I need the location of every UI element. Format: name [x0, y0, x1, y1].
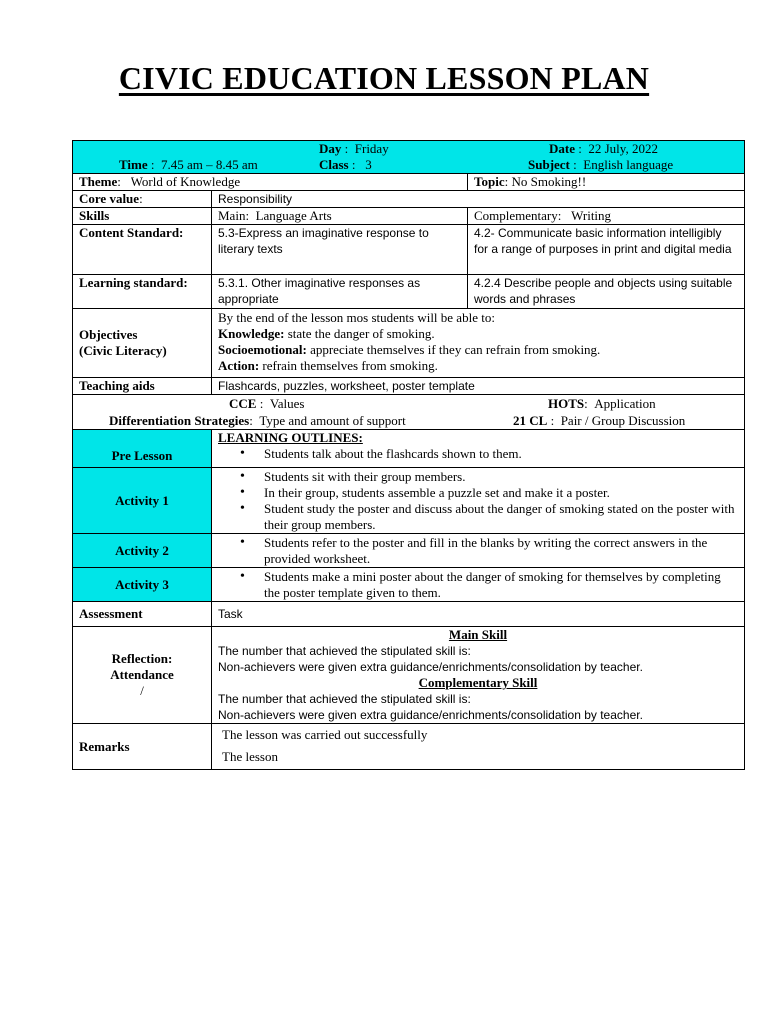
activity-3-row	[73, 568, 745, 602]
learning-standard-label: Learning standard:	[73, 275, 212, 309]
activity-2-label: Activity 2	[73, 534, 212, 568]
skills-label: Skills	[73, 208, 212, 225]
activity-3-label: Activity 3	[73, 568, 212, 602]
subject-value: English language	[583, 157, 674, 172]
class-value: 3	[365, 157, 372, 172]
list-item: • Student study the poster and discuss about the danger of smoking stated on the poster with their group members.	[264, 501, 738, 533]
remarks-row	[73, 724, 745, 770]
learning-standard-comp: 4.2.4 Describe people and objects using suitable words and phrases	[468, 275, 745, 309]
skills-comp-label: Complementary:	[474, 208, 562, 223]
cce-field: CCE : Values	[229, 396, 310, 412]
learning-standard-row	[73, 275, 745, 309]
theme-row	[73, 174, 745, 191]
hots-field: HOTS: Application	[548, 396, 660, 412]
objectives-cell	[212, 309, 745, 378]
content-standard-row	[73, 225, 745, 275]
pre-lesson-row	[73, 430, 745, 468]
civic-literacy-label: (Civic Literacy)	[79, 343, 167, 358]
list-item: • Students sit with their group members.	[264, 469, 738, 485]
remarks-cell	[212, 724, 745, 770]
socioemotional-text: appreciate themselves if they can refrain from smoking.	[310, 342, 601, 357]
date-field: Date : 22 July, 2022	[549, 141, 658, 156]
main-skill-line-1: The number that achieved the stipulated skill is:	[218, 644, 471, 658]
objectives-label: Objectives	[79, 327, 138, 342]
cce-cell	[73, 395, 745, 430]
reflection-label-cell	[73, 627, 212, 724]
theme-cell: Theme: World of Knowledge	[73, 174, 468, 191]
content-standard-main: 5.3-Express an imaginative response to literary texts	[212, 225, 468, 275]
hots-label: HOTS	[548, 396, 585, 411]
pre-lesson-label	[73, 430, 212, 468]
list-item: • In their group, students assemble a puzzle set and make it a poster.	[264, 485, 738, 501]
subject-label: Subject	[528, 157, 570, 172]
complementary-skill-line-1: The number that achieved the stipulated skill is:	[218, 692, 471, 706]
objective-action	[218, 358, 738, 374]
topic-label: Topic	[474, 174, 505, 189]
cce-label: CCE	[229, 396, 257, 411]
day-value: Friday	[354, 141, 389, 156]
skills-comp-cell	[468, 208, 745, 225]
time-field: Time : 7.45 am – 8.45 am	[119, 157, 258, 172]
action-label: Action:	[218, 358, 260, 373]
differentiation-field: Differentiation Strategies: Type and amount of support	[109, 413, 417, 429]
skills-main-cell	[212, 208, 468, 225]
teaching-aids-label: Teaching aids	[73, 378, 212, 395]
objective-knowledge	[218, 326, 738, 342]
core-value-label-cell: Core value:	[73, 191, 212, 208]
lesson-plan-table	[72, 140, 745, 770]
learning-standard-main: 5.3.1. Other imaginative responses as appropriate	[212, 275, 468, 309]
objectives-intro: By the end of the lesson mos students will be able to:	[218, 310, 495, 325]
date-value: 22 July, 2022	[588, 141, 658, 156]
action-text: refrain themselves from smoking.	[262, 358, 438, 373]
remarks-label: Remarks	[73, 724, 212, 770]
activity-2-row	[73, 534, 745, 568]
complementary-skill-line-2: Non-achievers were given extra guidance/enrichments/consolidation by teacher.	[218, 708, 643, 722]
objective-socioemotional	[218, 342, 738, 358]
knowledge-text: state the danger of smoking.	[287, 326, 435, 341]
core-value-row	[73, 191, 745, 208]
class-field: Class : 3	[319, 157, 372, 172]
objectives-row	[73, 309, 745, 378]
teaching-aids-value: Flashcards, puzzles, worksheet, poster template	[212, 378, 745, 395]
assessment-value: Task	[212, 602, 745, 627]
differentiation-label: Differentiation Strategies	[109, 413, 250, 428]
reflection-cell	[212, 627, 745, 724]
objectives-label-cell	[73, 309, 212, 378]
core-value-cell: Responsibility	[212, 191, 745, 208]
list-item: • Students talk about the flashcards shown to them.	[264, 446, 738, 462]
topic-cell: Topic: No Smoking!!	[468, 174, 745, 191]
assessment-label: Assessment	[73, 602, 212, 627]
theme-label: Theme	[79, 174, 118, 189]
activity-3-cell	[212, 568, 745, 602]
class-label: Class	[319, 157, 349, 172]
cl21-label: 21 CL	[513, 413, 548, 428]
cce-value: Values	[269, 396, 305, 411]
knowledge-label: Knowledge:	[218, 326, 285, 341]
differentiation-value: Type and amount of support	[259, 413, 406, 428]
content-standard-comp: 4.2- Communicate basic information intelligibly for a range of purposes in print and digital media	[468, 225, 745, 275]
cl21-value: Pair / Group Discussion	[560, 413, 686, 428]
reflection-label: Reflection:	[111, 651, 173, 666]
theme-value: World of Knowledge	[130, 174, 241, 189]
main-skill-line-2: Non-achievers were given extra guidance/enrichments/consolidation by teacher.	[218, 660, 643, 674]
activity-1-row	[73, 468, 745, 534]
complementary-skill-heading: Complementary Skill	[418, 675, 538, 690]
learning-outlines-label: LEARNING OUTLINES:	[218, 430, 363, 445]
subject-field: Subject : English language	[528, 157, 674, 172]
pre-lesson-cell	[212, 430, 745, 468]
activity-2-cell	[212, 534, 745, 568]
activity-1-label: Activity 1	[73, 468, 212, 534]
cl21-field: 21 CL : Pair / Group Discussion	[513, 413, 693, 429]
hots-value: Application	[594, 396, 656, 411]
reflection-row	[73, 627, 745, 724]
skills-main-value: Language Arts	[255, 208, 332, 223]
skills-comp-value: Writing	[571, 208, 612, 223]
remarks-line-2: The lesson	[222, 749, 278, 764]
header-row	[73, 141, 745, 174]
skills-main-label: Main:	[218, 208, 250, 223]
remarks-line-1: The lesson was carried out successfully	[222, 727, 428, 742]
cce-row	[73, 395, 745, 430]
activity-1-cell	[212, 468, 745, 534]
attendance-value: /	[140, 683, 144, 698]
day-field: Day : Friday	[319, 141, 389, 156]
day-label: Day	[319, 141, 342, 156]
core-value-label: Core value	[79, 191, 140, 206]
time-value: 7.45 am – 8.45 am	[161, 157, 258, 172]
attendance-label: Attendance	[110, 667, 174, 682]
skills-row	[73, 208, 745, 225]
assessment-row	[73, 602, 745, 627]
header-cell	[73, 141, 745, 174]
time-label: Time	[119, 157, 148, 172]
main-skill-heading: Main Skill	[448, 627, 508, 642]
date-label: Date	[549, 141, 575, 156]
list-item: • Students refer to the poster and fill in the blanks by writing the correct answers in the provided worksheet.	[264, 535, 738, 567]
socioemotional-label: Socioemotional:	[218, 342, 307, 357]
page-title: CIVIC EDUCATION LESSON PLAN	[118, 60, 650, 96]
topic-value: No Smoking!!	[511, 174, 587, 189]
content-standard-label: Content Standard:	[73, 225, 212, 275]
list-item: • Students make a mini poster about the danger of smoking for themselves by completing the poster template given to them.	[264, 569, 738, 601]
pre-lesson-label-text: Pre Lesson	[111, 447, 173, 463]
teaching-aids-row	[73, 378, 745, 395]
